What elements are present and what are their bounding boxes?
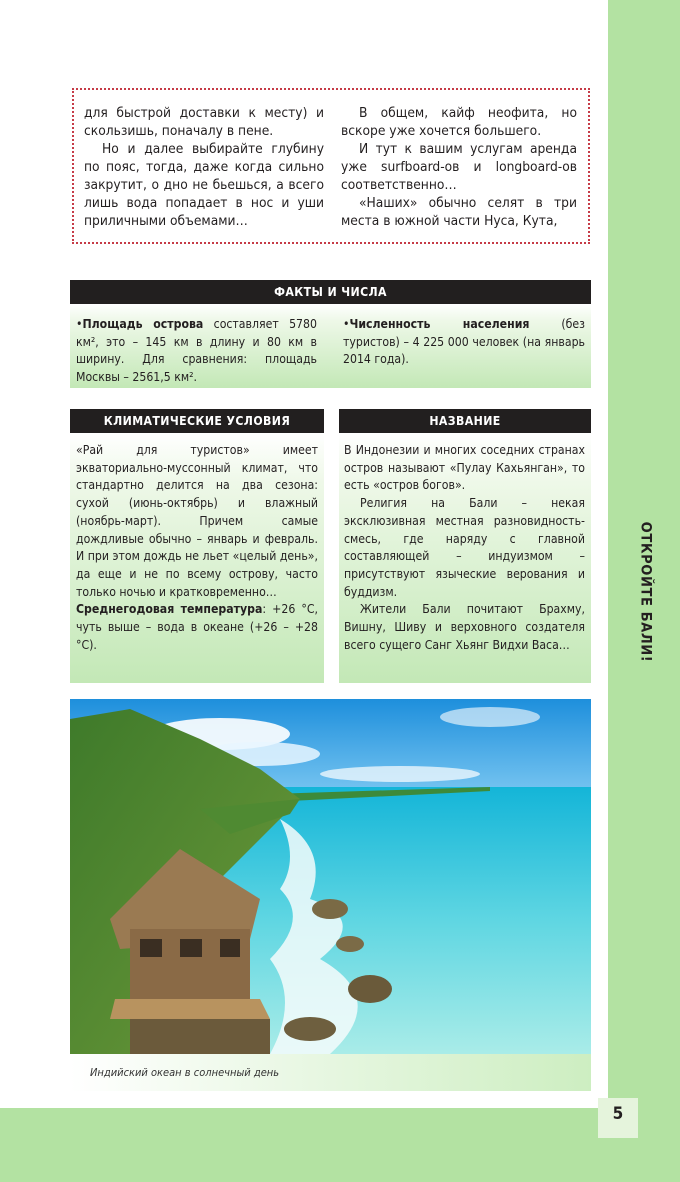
name-heading-bar [339,409,591,433]
facts-heading: ФАКТЫ И ЧИСЛА [274,285,387,299]
bali-coast-photo [70,699,591,1054]
climate-temp-label: Среднегодовая температура [76,602,263,617]
name-paragraph-2: Религия на Бали – некая эксклюзивная местная разновидность-смесь, где наряду с главной составляющей – индуизмом – присутствуют языческие верования и буддизм. [344,496,585,599]
intro-left-paragraph-2: Но и далее выбирайте глубину по пояс, тогда, даже когда сильно закрутит, о дно не бьешься, а всего лишь вода попадает в нос и уши приличными объемами… [84,141,324,229]
climate-text [76,442,318,654]
climate-paragraph: «Рай для туристов» имеет экваториально-муссонный климат, что стандартно делится на два сезона: сухой (июнь-октябрь) и влажный (ноябрь-март). Причем самые дождливые обычно – январь и февраль. И при этом дождь не льет «целый день», да еще и не по всему острову, часто только ночью и кратковременно… [76,443,318,599]
intro-right-paragraph-2: И тут к вашим услугам аренда уже surfboard-ов и longboard-ов соответственно… [341,141,577,193]
climate-temp-value: : +26 °С, чуть выше – вода в океане (+26 – +28 °С). [76,602,318,652]
name-heading: НАЗВАНИЕ [429,414,501,428]
facts-population-label: Численность населения [349,317,530,331]
intro-right-paragraph-1: В общем, кайф неофита, но вскоре уже хочется большего. [341,105,577,139]
facts-area-value: составляет 5780 км², это – 145 км в длину и 80 км в ширину. Для сравнения: площадь Москвы – 2561,5 км². [76,317,317,385]
facts-heading-bar [70,280,591,304]
page-number: 5 [612,1104,624,1124]
coast-illustration [70,699,591,1054]
facts-area-label: Площадь острова [82,317,204,331]
intro-left-paragraph-1: для быстрой доставки к месту) и скользишь, поначалу в пене. [84,105,324,139]
climate-heading: КЛИМАТИЧЕСКИЕ УСЛОВИЯ [103,414,291,428]
photo-caption: Индийский океан в солнечный день [90,1066,280,1079]
section-title-text: ОТКРОЙТЕ БАЛИ! [637,521,654,663]
intro-right-column [341,104,577,230]
intro-left-column [84,104,324,230]
facts-area-text: •Площадь острова составляет 5780 км², это – 145 км в длину и 80 км в ширину. Для сравнения: площадь Москвы – 2561,5 км². [76,317,317,385]
name-text [344,442,585,654]
name-paragraph-3: Жители Бали почитают Брахму, Вишну, Шиву и верховного создателя всего сущего Санг Хьянг Видхи Васа… [344,602,585,652]
climate-heading-bar [70,409,324,433]
bottom-green-bar [0,1108,598,1182]
intro-right-paragraph-3: «Наших» обычно селят в три места в южной части Нуса, Кута, [341,195,577,229]
name-paragraph-1: В Индонезии и многих соседних странах остров называют «Пулау Кахьянган», то есть «остров богов». [344,443,585,493]
section-title-vertical [609,522,680,662]
facts-population-text: •Численность населения (без туристов) – 4 225 000 человек (на январь 2014 года). [343,317,585,367]
facts-population-value: (без туристов) – 4 225 000 человек (на январь 2014 года). [343,317,585,367]
